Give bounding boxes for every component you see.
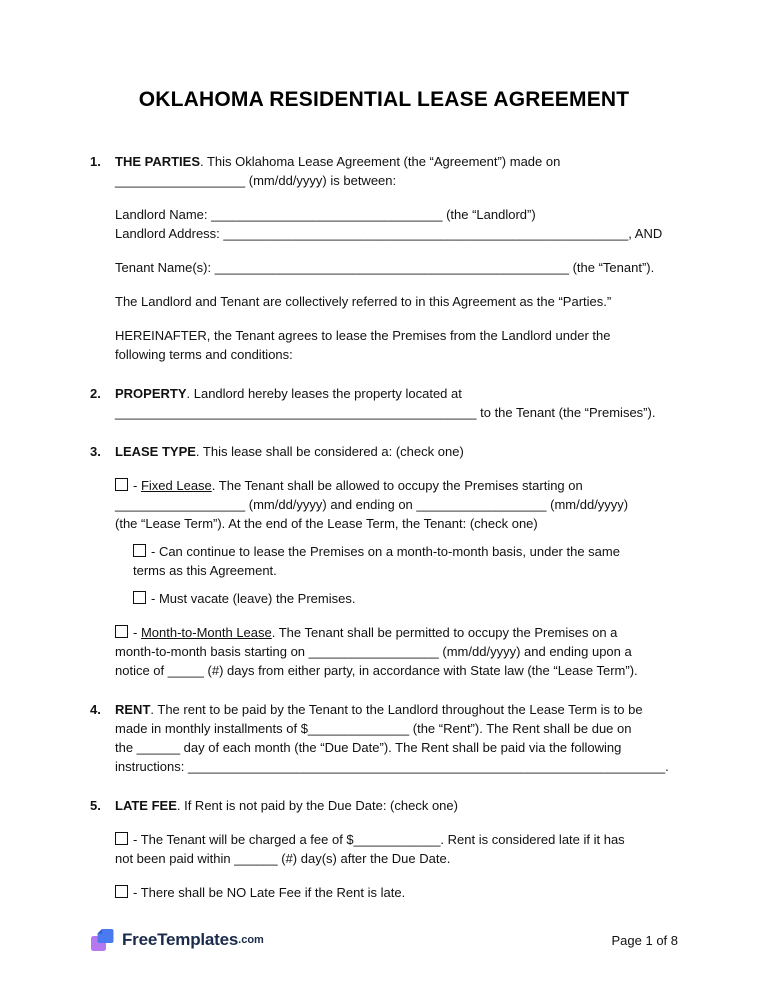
brand (90, 926, 264, 954)
option-dash: - (133, 478, 141, 493)
section-heading: PROPERTY (115, 386, 187, 401)
late-fee-charged-text: - The Tenant will be charged a fee of $____________. Rent is considered late if it has (133, 832, 625, 847)
section-intro: . If Rent is not paid by the Due Date: (check one) (176, 798, 458, 813)
fixed-lease-term: Fixed Lease (140, 478, 212, 493)
section-number: 3. (90, 444, 101, 459)
section-intro: . This lease shall be considered a: (check one) (195, 444, 464, 459)
brand-tld: .com (238, 934, 264, 946)
month-to-month-text: . The Tenant shall be permitted to occupy the Premises on a (271, 625, 618, 640)
section-number: 5. (90, 798, 101, 813)
section-rent (90, 700, 678, 776)
vacate-option-checkbox[interactable] (133, 591, 146, 604)
fixed-lease-dates-line: __________________ (mm/dd/yyyy) and ending on __________________ (mm/dd/yyyy) (115, 497, 629, 512)
section-heading: LATE FEE (115, 798, 177, 813)
section-number: 1. (90, 154, 101, 169)
section-number: 2. (90, 386, 101, 401)
landlord-name-line: Landlord Name: ________________________________ (the “Landlord”) (115, 207, 536, 222)
freetemplates-logo-icon (90, 926, 116, 954)
section-intro: . Landlord hereby leases the property located at (186, 386, 462, 401)
document-body (0, 152, 768, 902)
agreement-date-blank-line: __________________ (mm/dd/yyyy) is between: (115, 173, 397, 188)
section-lease-type (90, 442, 678, 680)
continue-option: - Can continue to lease the Premises on a month-to-month basis, under the same terms as this Agreement. (133, 544, 620, 578)
no-late-fee-option (115, 883, 678, 902)
month-to-month-notice-line: notice of _____ (#) days from either party, in accordance with State law (the “Lease Term”). (115, 663, 638, 678)
option-dash: - (133, 625, 141, 640)
section-intro: . The rent to be paid by the Tenant to the Landlord throughout the Lease Term is to be (150, 702, 643, 717)
hereinafter-clause: HEREINAFTER, the Tenant agrees to lease the Premises from the Landlord under the (115, 328, 611, 343)
page-title: OKLAHOMA RESIDENTIAL LEASE AGREEMENT (138, 88, 630, 111)
late-fee-charged-checkbox[interactable] (115, 832, 128, 845)
tenant-name-line: Tenant Name(s): _________________________________________________ (the “Tenant”). (115, 260, 655, 275)
no-late-fee-text: - There shall be NO Late Fee if the Rent is late. (133, 885, 406, 900)
section-intro: . This Oklahoma Lease Agreement (the “Agreement”) made on (200, 154, 561, 169)
parties-collective-note: The Landlord and Tenant are collectively referred to in this Agreement as the “Parties.” (115, 294, 612, 309)
page-footer (90, 926, 678, 954)
section-heading: LEASE TYPE (115, 444, 196, 459)
vacate-option-text: - Must vacate (leave) the Premises. (151, 591, 356, 606)
brand-name: FreeTemplates (122, 930, 239, 949)
month-to-month-option (115, 623, 678, 680)
fixed-lease-checkbox[interactable] (115, 478, 128, 491)
fixed-lease-term-line: (the “Lease Term”). At the end of the Lease Term, the Tenant: (check one) (115, 516, 538, 531)
fixed-lease-text: . The Tenant shall be allowed to occupy the Premises starting on (211, 478, 583, 493)
section-number: 4. (90, 702, 101, 717)
section-late-fee (90, 796, 678, 902)
rent-due-date-line: the ______ day of each month (the “Due Date”). The Rent shall be paid via the following (115, 740, 622, 755)
section-heading: THE PARTIES (115, 154, 200, 169)
property-address-blank-line: __________________________________________________ to the Tenant (the “Premises”). (115, 405, 656, 420)
continue-option-text: - Can continue to lease the Premises on a month-to-month basis, under the same (151, 544, 620, 559)
section-heading: RENT (115, 702, 151, 717)
vacate-option (133, 589, 678, 608)
section-property (90, 384, 678, 422)
page-number: Page 1 of 8 (611, 932, 678, 948)
month-to-month-date-line: month-to-month basis starting on __________________ (mm/dd/yyyy) and ending upon a (115, 644, 632, 659)
rent-amount-line: made in monthly installments of $______________ (the “Rent”). The Rent shall be due on (115, 721, 632, 736)
rent-instructions-line: instructions: __________________________________________________________________. (115, 759, 669, 774)
fixed-lease-option (115, 476, 678, 608)
continue-option-checkbox[interactable] (133, 544, 146, 557)
no-late-fee-checkbox[interactable] (115, 885, 128, 898)
month-to-month-checkbox[interactable] (115, 625, 128, 638)
landlord-address-line: Landlord Address: ________________________________________________________, AND (115, 226, 663, 241)
section-parties: 1. THE PARTIES. This Oklahoma Lease Agreement (the “Agreement”) made on __________________ (mm/dd/yyyy) is between: Landlord Name: ________________________________ (the “Landlord”) Landlord Address: ________________________________________________________, AND Tenant Name(s): _________________________________________________ (the “Tenant”). The Landlord and Tenant are collectively referred to in this Agreement as the “Parties.” HEREINAFTER, the Tenant agrees to lease the Premises from the Landlord under the following terms and conditions: (90, 152, 678, 364)
month-to-month-term: Month-to-Month Lease (140, 625, 272, 640)
late-fee-charged-option: - The Tenant will be charged a fee of $____________. Rent is considered late if it has not been paid within ______ (#) day(s) after the Due Date. (115, 832, 625, 866)
